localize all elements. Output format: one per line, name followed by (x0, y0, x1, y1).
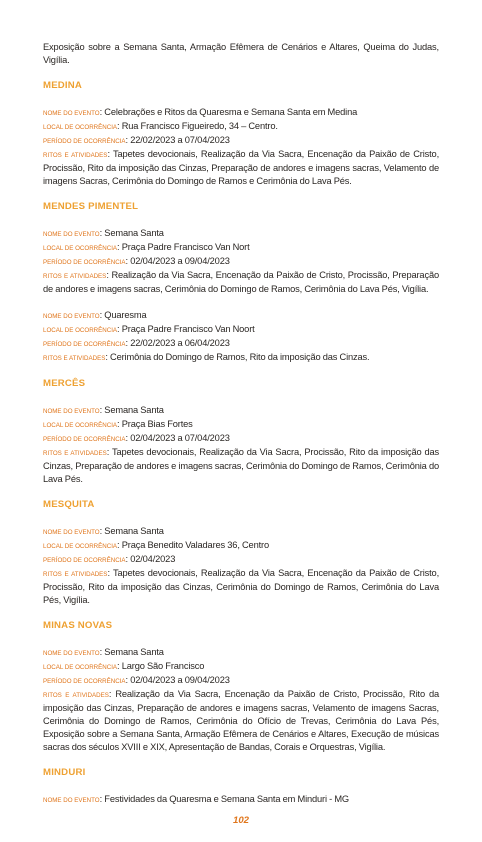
event-period-row: PERÍODO DE OCORRÊNCIA: 02/04/2023 (43, 554, 176, 564)
event-period-row: PERÍODO DE OCORRÊNCIA: 02/04/2023 a 09/04/2023 (43, 256, 230, 266)
event-rites-row: RITOS E ATIVIDADES: Tapetes devocionais, Realização da Via Sacra, Encenação da Paixão de Cristo, Procissão, Rito da imposição das Cinzas, Preparação de andores e imagens sacras, Velamento de imagens Sacras, Cerimônia do Domingo de Ramos e Cerimônia do Lava Pés. (43, 149, 440, 186)
event-rites-label: RITOS E ATIVIDADES (43, 450, 107, 457)
city-heading-minas-novas: MINAS NOVAS (43, 620, 113, 631)
event-name-label: NOME DO EVENTO (43, 797, 100, 804)
event-name-row: NOME DO EVENTO: Semana Santa (43, 647, 164, 657)
event-location-row: LOCAL DE OCORRÊNCIA: Praça Padre Francisco Van Nort (43, 242, 250, 252)
event-period-value: 22/02/2023 a 06/04/2023 (130, 338, 230, 348)
event-location-value: Rua Francisco Figueiredo, 34 – Centro. (121, 121, 278, 131)
event-location-value: Praça Benedito Valadares 36, Centro (121, 540, 269, 550)
event-period-value: 02/04/2023 a 09/04/2023 (130, 675, 230, 685)
city-heading-mendes-pimentel: MENDES PIMENTEL (43, 201, 139, 212)
event-entry (43, 309, 439, 365)
event-name-label: NOME DO EVENTO (43, 650, 100, 657)
event-location-label: LOCAL DE OCORRÊNCIA (43, 422, 118, 429)
event-name-row: NOME DO EVENTO: Quaresma (43, 310, 147, 320)
event-rites-value: Tapetes devocionais, Realização da Via Sacra, Procissão, Rito da imposição das Cinzas, Preparação de andores e imagens sacras, Cerimônia do Domingo de Ramos, Cerimônia do Lava Pés. (43, 447, 440, 484)
city-heading-minduri: MINDURI (43, 767, 86, 778)
event-period-value: 02/04/2023 (130, 554, 176, 564)
event-location-label: LOCAL DE OCORRÊNCIA (43, 245, 118, 252)
event-location-row: LOCAL DE OCORRÊNCIA: Rua Francisco Figueiredo, 34 – Centro. (43, 121, 278, 131)
event-name-value: Quaresma (104, 310, 147, 320)
page-content (43, 41, 439, 807)
event-period-label: PERÍODO DE OCORRÊNCIA (43, 678, 126, 685)
event-rites-label: RITOS E ATIVIDADES (43, 692, 109, 699)
event-period-row: PERÍODO DE OCORRÊNCIA: 22/02/2023 a 06/04/2023 (43, 338, 230, 348)
event-rites-label: RITOS E ATIVIDADES (43, 152, 108, 159)
page-number: 102 (232, 815, 249, 826)
event-name-value: Celebrações e Ritos da Quaresma e Semana Santa em Medina (104, 107, 358, 117)
event-location-value: Praça Padre Francisco Van Nort (121, 242, 250, 252)
event-period-label: PERÍODO DE OCORRÊNCIA (43, 138, 126, 145)
event-rites-value: Tapetes devocionais, Realização da Via Sacra, Encenação da Paixão de Cristo, Procissão, Rito da imposição das Cinzas, Cerimônia do Domingo de Ramos, Cerimônia do Lava Pés, Vigília. (43, 568, 440, 605)
event-name-value: Semana Santa (104, 526, 164, 536)
event-entry (43, 646, 439, 754)
event-name-value: Semana Santa (104, 405, 164, 415)
event-location-label: LOCAL DE OCORRÊNCIA (43, 124, 118, 131)
city-heading-mesquita: MESQUITA (43, 499, 95, 510)
event-period-row: PERÍODO DE OCORRÊNCIA: 02/04/2023 a 09/04/2023 (43, 675, 230, 685)
event-name-label: NOME DO EVENTO (43, 313, 100, 320)
event-name-row: NOME DO EVENTO: Semana Santa (43, 228, 164, 238)
event-period-label: PERÍODO DE OCORRÊNCIA (43, 436, 126, 443)
event-rites-value: Realização da Via Sacra, Encenação da Paixão de Cristo, Procissão, Preparação de andores e imagens sacras, Cerimônia do Domingo de Ramos, Cerimônia do Lava Pés, Vigília. (43, 270, 439, 294)
event-name-value: Semana Santa (104, 228, 164, 238)
event-name-row: NOME DO EVENTO: Celebrações e Ritos da Quaresma e Semana Santa em Medina (43, 107, 358, 117)
event-name-label: NOME DO EVENTO (43, 408, 100, 415)
event-entry (43, 106, 439, 188)
event-entry (43, 227, 439, 296)
city-heading-merces: MERCÊS (43, 378, 86, 389)
event-period-row: PERÍODO DE OCORRÊNCIA: 22/02/2023 a 07/04/2023 (43, 135, 230, 145)
event-location-row: LOCAL DE OCORRÊNCIA: Praça Padre Francisco Van Noort (43, 324, 255, 334)
event-location-label: LOCAL DE OCORRÊNCIA (43, 543, 118, 550)
event-location-value: Largo São Francisco (121, 661, 205, 671)
event-rites-label: RITOS E ATIVIDADES (43, 355, 106, 362)
event-period-label: PERÍODO DE OCORRÊNCIA (43, 259, 126, 266)
event-location-value: Praça Bias Fortes (121, 419, 193, 429)
event-rites-label: RITOS E ATIVIDADES (43, 571, 108, 578)
event-name-row: NOME DO EVENTO: Festividades da Quaresma e Semana Santa em Minduri - MG (43, 794, 349, 804)
event-name-label: NOME DO EVENTO (43, 529, 100, 536)
event-entry (43, 793, 439, 807)
event-name-label: NOME DO EVENTO (43, 110, 100, 117)
event-rites-value: Cerimônia do Domingo de Ramos, Rito da imposição das Cinzas. (110, 352, 370, 362)
event-name-label: NOME DO EVENTO (43, 231, 100, 238)
event-location-label: LOCAL DE OCORRÊNCIA (43, 664, 118, 671)
event-period-label: PERÍODO DE OCORRÊNCIA (43, 341, 126, 348)
city-heading-medina: MEDINA (43, 80, 83, 91)
event-location-row: LOCAL DE OCORRÊNCIA: Largo São Francisco (43, 661, 205, 671)
event-location-row: LOCAL DE OCORRÊNCIA: Praça Bias Fortes (43, 419, 193, 429)
event-rites-row: RITOS E ATIVIDADES: Cerimônia do Domingo de Ramos, Rito da imposição das Cinzas. (43, 352, 370, 362)
event-name-value: Festividades da Quaresma e Semana Santa em Minduri - MG (104, 794, 349, 804)
event-rites-row: RITOS E ATIVIDADES: Tapetes devocionais, Realização da Via Sacra, Encenação da Paixão de Cristo, Procissão, Rito da imposição das Cinzas, Cerimônia do Domingo de Ramos, Cerimônia do Lava Pés, Vigília. (43, 568, 440, 605)
event-period-row: PERÍODO DE OCORRÊNCIA: 02/04/2023 a 07/04/2023 (43, 433, 230, 443)
event-rites-row: RITOS E ATIVIDADES: Realização da Via Sacra, Encenação da Paixão de Cristo, Procissão, Preparação de andores e imagens sacras, Cerimônia do Domingo de Ramos, Cerimônia do Lava Pés, Vigília. (43, 270, 439, 294)
event-period-value: 22/02/2023 a 07/04/2023 (130, 135, 230, 145)
event-period-label: PERÍODO DE OCORRÊNCIA (43, 557, 126, 564)
intro-paragraph: Exposição sobre a Semana Santa, Armação Efêmera de Cenários e Altares, Queima do Judas, Vigília. (43, 42, 439, 65)
event-location-row: LOCAL DE OCORRÊNCIA: Praça Benedito Valadares 36, Centro (43, 540, 269, 550)
event-name-row: NOME DO EVENTO: Semana Santa (43, 405, 164, 415)
event-rites-row: RITOS E ATIVIDADES: Tapetes devocionais, Realização da Via Sacra, Procissão, Rito da imposição das Cinzas, Preparação de andores e imagens sacras, Cerimônia do Domingo de Ramos, Cerimônia do Lava Pés. (43, 447, 440, 484)
event-entry (43, 525, 439, 607)
event-rites-label: RITOS E ATIVIDADES (43, 273, 107, 280)
event-period-value: 02/04/2023 a 09/04/2023 (130, 256, 230, 266)
event-entry (43, 404, 439, 486)
event-name-value: Semana Santa (104, 647, 164, 657)
event-rites-value: Realização da Via Sacra, Encenação da Paixão de Cristo, Procissão, Rito da imposição das Cinzas, Preparação de andores e imagens sacras, Velamento de imagens Sacras, Cerimônia do Domingo de Ramos, Cerimônia do Ofício de Trevas, Cerimônia do Lava Pés, Exposição sobre a Semana Santa, Armação Efêmera de Cenários e Altares, Execução de músicas sacras dos séculos XVIII e XIX, Apresentação de Bandas, Corais e Orquestras, Vigília. (43, 689, 440, 752)
event-rites-row: RITOS E ATIVIDADES: Realização da Via Sacra, Encenação da Paixão de Cristo, Procissão, Rito da imposição das Cinzas, Preparação de andores e imagens sacras, Velamento de imagens Sacras, Cerimônia do Domingo de Ramos, Cerimônia do Ofício de Trevas, Cerimônia do Lava Pés, Exposição sobre a Semana Santa, Armação Efêmera de Cenários e Altares, Execução de músicas sacras dos séculos XVIII e XIX, Apresentação de Bandas, Corais e Orquestras, Vigília. (43, 689, 440, 752)
event-period-value: 02/04/2023 a 07/04/2023 (130, 433, 230, 443)
event-rites-value: Tapetes devocionais, Realização da Via Sacra, Encenação da Paixão de Cristo, Procissão, Rito da imposição das Cinzas, Preparação de andores e imagens sacras, Velamento de imagens Sacras, Cerimônia do Domingo de Ramos e Cerimônia do Lava Pés. (43, 149, 440, 186)
event-name-row: NOME DO EVENTO: Semana Santa (43, 526, 164, 536)
event-location-label: LOCAL DE OCORRÊNCIA (43, 327, 118, 334)
event-location-value: Praça Padre Francisco Van Noort (121, 324, 255, 334)
